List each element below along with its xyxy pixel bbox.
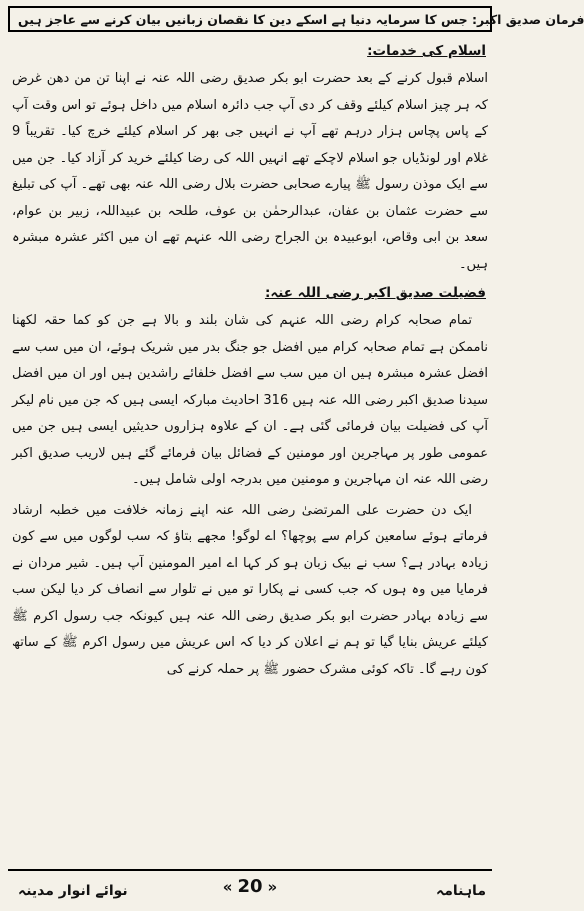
page-number: 20 — [237, 876, 263, 897]
article-body — [8, 40, 492, 683]
page-number-badge — [223, 876, 277, 897]
chevron-right-icon: » — [267, 877, 278, 896]
section-heading-virtue: فضیلت صدیق اکبر رضی اللہ عنہ: — [264, 285, 486, 301]
footer-magazine-title: نوائے انوار مدینہ — [18, 883, 128, 899]
section-heading-services: اسلام کی خدمات: — [367, 43, 486, 59]
paragraph-services: اسلام قبول کرنے کے بعد حضرت ابو بکر صدیق رضی اللہ عنہ نے اپنا تن من دھن غرض کہ ہر چیز اسلام کیلئے وقف کر دی آپ جب دائرہ اسلام میں داخل ہوئے تو اس وقت آپ کے پاس پچاس ہزار درہم تھے آپ نے انہیں جی بھر کر اسلام کیلئے خرچ کیا۔ تقریباً 9 غلام اور لونڈیاں جو اسلام لاچکے تھے انہیں اللہ کی رضا کیلئے خرید کر آزاد کیا۔ جن میں سے ایک موذن رسول ﷺ پیارے صحابی حضرت بلال رضی اللہ عنہ بھی تھے۔ آپ کی تبلیغ سے حضرت عثمان بن عفان، عبدالرحمٰن بن عوف، طلحہ بن عبیداللہ، زبیر بن عوام، سعد بن ابی وقاص، ابوعبیدہ بن الجراح رضی اللہ عنہم تھے ان میں اکثر عشرہ مبشرہ ہیں۔ — [12, 71, 488, 272]
footer-magazine-label: ماہنامہ — [436, 883, 486, 899]
page-footer — [0, 861, 500, 911]
header-quote-box — [8, 6, 584, 32]
chevron-left-icon: « — [222, 877, 233, 896]
footer-divider — [8, 869, 492, 871]
paragraph-bravery: ایک دن حضرت علی المرتضیٰ رضی اللہ عنہ اپنے زمانہ خلافت میں خطبہ ارشاد فرماتے ہوئے سامعین کرام سے پوچھا؟ اے لوگو! مجھے بتاؤ کہ سب لوگوں میں سے کون زیادہ بہادر ہے؟ سب نے بیک زبان ہو کر کہا اے امیر المومنین آپ ہیں۔ شیر مردان نے فرمایا میں وہ ہوں کہ جب کسی نے پکارا تو میں نے تلوار سے انصاف کر دیا لیکن سب سے زیادہ بہادر حضرت ابو بکر صدیق رضی اللہ عنہ ہیں کیونکہ جب رسول اکرم ﷺ کیلئے عریش بنایا گیا تو ہم نے اعلان کر دیا کہ اس عریش میں رسول اکرم ﷺ کے ساتھ کون رہے گا۔ تاکہ کوئی مشرک حضور ﷺ پر حملہ کرنے کی — [12, 502, 488, 677]
header-quote: فرمان صدیق اکبر: جس کا سرمایہ دنیا ہے اسکے دین کا نقصان زبانیں بیان کرنے سے عاجز ہیں — [18, 11, 584, 27]
paragraph-virtue: تمام صحابہ کرام رضی اللہ عنہم کی شان بلند و بالا ہے جن کو کما حقہ لکھنا ناممکن ہے تمام صحابہ کرام میں افضل جو جنگ بدر میں شریک ہوئے، ان میں سب سے افضل عشرہ مبشرہ ہیں ان میں سب سے افضل خلفائے راشدین ہیں اور ان میں افضل سیدنا صدیق اکبر رضی اللہ عنہ ہیں 316 احادیث مبارکہ ایسی ہیں کہ جن میں نام لیکر آپ کی فضیلت بیان فرمائی گئی ہے۔ ان کے علاوہ ہزاروں حدیثیں ایسی ہیں جن میں عمومی طور پر مہاجرین اور مومنین کے فضائل بیان فرمائے گئے ہیں لاریب صدیق اکبر رضی اللہ عنہ ان مہاجرین و مومنین میں بدرجہ اولی شامل ہیں۔ — [12, 313, 488, 487]
